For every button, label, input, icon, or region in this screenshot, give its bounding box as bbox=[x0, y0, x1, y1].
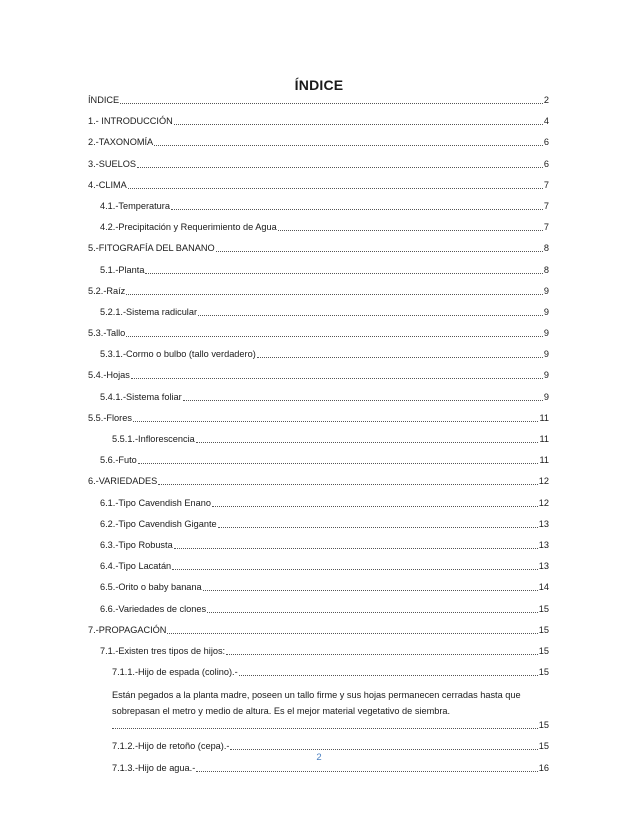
toc-entry-page: 9 bbox=[543, 349, 549, 360]
dot-leader bbox=[218, 527, 538, 528]
dot-leader bbox=[133, 421, 539, 422]
toc-entry-page: 7 bbox=[543, 179, 549, 190]
toc-entry[interactable] bbox=[88, 221, 549, 233]
toc-entry[interactable] bbox=[88, 200, 549, 212]
toc-entry-label: 6.3.-Tipo Robusta bbox=[100, 539, 173, 550]
toc-entry-label: 5.5.-Flores bbox=[88, 412, 132, 423]
dot-leader bbox=[172, 569, 538, 570]
toc-entry-label: 6.5.-Orito o baby banana bbox=[100, 582, 202, 593]
table-of-contents bbox=[88, 94, 549, 783]
dot-leader bbox=[196, 442, 539, 443]
toc-entry[interactable] bbox=[88, 136, 549, 148]
page-number: 2 bbox=[316, 752, 322, 763]
toc-entry-page: 9 bbox=[543, 328, 549, 339]
toc-entry-page: 9 bbox=[543, 285, 549, 296]
toc-entry-page: 13 bbox=[538, 539, 549, 550]
toc-entry-page: 9 bbox=[543, 391, 549, 402]
dot-leader bbox=[138, 463, 539, 464]
toc-entry[interactable] bbox=[88, 264, 549, 276]
toc-entry-label: 5.1.-Planta bbox=[100, 264, 145, 275]
toc-entry[interactable] bbox=[88, 454, 549, 466]
dot-leader bbox=[212, 506, 538, 507]
toc-entry-label: 7.1.-Existen tres tipos de hijos: bbox=[100, 645, 226, 656]
toc-entry-page: 15 bbox=[538, 741, 549, 752]
toc-entry[interactable] bbox=[88, 645, 549, 657]
toc-entry-label: 6.2.-Tipo Cavendish Gigante bbox=[100, 518, 217, 529]
toc-paragraph-page: 15 bbox=[538, 720, 549, 731]
toc-entry-label: 5.3.-Tallo bbox=[88, 328, 126, 339]
toc-entry-page: 15 bbox=[538, 667, 549, 678]
toc-entry[interactable] bbox=[88, 666, 549, 678]
toc-entry[interactable] bbox=[88, 624, 549, 636]
toc-entry-page: 8 bbox=[543, 264, 549, 275]
dot-leader bbox=[167, 633, 537, 634]
toc-entry-label: 5.2.-Raíz bbox=[88, 285, 126, 296]
dot-leader bbox=[112, 728, 538, 729]
dot-leader bbox=[131, 378, 543, 379]
toc-entry-page: 9 bbox=[543, 370, 549, 381]
toc-entry-page: 9 bbox=[543, 306, 549, 317]
toc-entry[interactable] bbox=[88, 475, 549, 487]
toc-paragraph-text: Están pegados a la planta madre, poseen un tallo firme y sus hojas permanecen cerradas hasta que sobrepasan el metro y medio de altura. Es el mejor material vegetativo de siembra. bbox=[112, 690, 521, 717]
toc-entry-label: 7.-PROPAGACIÓN bbox=[88, 624, 167, 635]
toc-entry[interactable] bbox=[88, 115, 549, 127]
toc-entry[interactable] bbox=[88, 433, 549, 445]
toc-entry-label: 5.4.-Hojas bbox=[88, 370, 130, 381]
dot-leader bbox=[207, 612, 538, 613]
toc-entry[interactable] bbox=[88, 518, 549, 530]
dot-leader bbox=[230, 749, 537, 750]
toc-entry[interactable] bbox=[88, 560, 549, 572]
toc-entry-label: 6.-VARIEDADES bbox=[88, 476, 158, 487]
dot-leader bbox=[174, 548, 538, 549]
dot-leader bbox=[174, 124, 543, 125]
toc-entry-label: 5.5.1.-Inflorescencia bbox=[112, 434, 195, 444]
toc-entry-label: 5.3.1.-Cormo o bulbo (tallo verdadero) bbox=[100, 349, 256, 360]
dot-leader bbox=[257, 357, 543, 358]
toc-entry-label: 5.6.-Futo bbox=[100, 455, 137, 466]
toc-entry[interactable] bbox=[88, 581, 549, 593]
toc-entry[interactable] bbox=[88, 369, 549, 381]
toc-entry-label: 7.1.3.-Hijo de agua.- bbox=[112, 762, 196, 773]
dot-leader bbox=[203, 590, 538, 591]
dot-leader bbox=[183, 400, 543, 401]
toc-entry-page: 4 bbox=[543, 116, 549, 127]
toc-entry-page: 7 bbox=[543, 222, 549, 233]
toc-entry-label: ÍNDICE bbox=[88, 95, 120, 105]
dot-leader bbox=[128, 188, 543, 189]
toc-entry-label: 6.6.-Variedades de clones bbox=[100, 603, 207, 614]
toc-entry[interactable] bbox=[88, 740, 549, 752]
dot-leader bbox=[198, 315, 543, 316]
toc-entry-page: 6 bbox=[543, 137, 549, 148]
toc-entry[interactable] bbox=[88, 762, 549, 774]
dot-leader bbox=[278, 230, 543, 231]
toc-entry[interactable] bbox=[88, 348, 549, 360]
toc-entry-label: 6.4.-Tipo Lacatán bbox=[100, 561, 172, 572]
dot-leader bbox=[196, 771, 538, 772]
toc-entry-page: 8 bbox=[543, 243, 549, 254]
toc-entry[interactable] bbox=[88, 306, 549, 318]
dot-leader bbox=[216, 251, 543, 252]
toc-entry-label: 5.2.1.-Sistema radicular bbox=[100, 306, 198, 317]
toc-entry-page: 15 bbox=[538, 645, 549, 656]
dot-leader bbox=[171, 209, 543, 210]
toc-entry-page: 16 bbox=[538, 762, 549, 773]
toc-paragraph-entry[interactable] bbox=[88, 687, 549, 731]
dot-leader bbox=[126, 336, 543, 337]
toc-entry[interactable] bbox=[88, 94, 549, 106]
toc-entry[interactable] bbox=[88, 327, 549, 339]
toc-entry-page: 2 bbox=[543, 95, 549, 105]
toc-entry-label: 3.-SUELOS bbox=[88, 158, 136, 169]
toc-entry-page: 11 bbox=[539, 455, 549, 466]
toc-entry-page: 14 bbox=[538, 582, 549, 593]
toc-entry-page: 13 bbox=[538, 561, 549, 572]
dot-leader bbox=[120, 103, 543, 104]
toc-entry-page: 13 bbox=[538, 518, 549, 529]
toc-entry[interactable] bbox=[88, 179, 549, 191]
toc-entry-page: 11 bbox=[539, 412, 549, 423]
toc-paragraph-leader bbox=[88, 719, 549, 731]
toc-entry-page: 11 bbox=[539, 434, 549, 444]
toc-entry-label: 1.- INTRODUCCIÓN bbox=[88, 116, 173, 127]
page-title: ÍNDICE bbox=[294, 77, 344, 93]
toc-entry-page: 15 bbox=[538, 624, 549, 635]
toc-entry-label: 2.-TAXONOMÍA bbox=[88, 137, 154, 148]
toc-entry[interactable] bbox=[88, 158, 549, 170]
toc-entry-page: 6 bbox=[543, 158, 549, 169]
dot-leader bbox=[239, 675, 538, 676]
toc-entry-page: 12 bbox=[538, 497, 549, 508]
dot-leader bbox=[126, 294, 543, 295]
toc-entry[interactable] bbox=[88, 539, 549, 551]
dot-leader bbox=[154, 145, 543, 146]
toc-entry-label: 5.4.1.-Sistema foliar bbox=[100, 391, 182, 402]
toc-entry-page: 7 bbox=[543, 200, 549, 211]
dot-leader bbox=[137, 167, 543, 168]
dot-leader bbox=[226, 654, 538, 655]
toc-entry-label: 5.-FITOGRAFÍA DEL BANANO bbox=[88, 243, 215, 254]
toc-entry[interactable] bbox=[88, 285, 549, 297]
toc-entry-label: 7.1.2.-Hijo de retoño (cepa).- bbox=[112, 741, 230, 752]
toc-entry-label: 7.1.1.-Hijo de espada (colino).- bbox=[112, 667, 238, 678]
toc-entry-label: 4.2.-Precipitación y Requerimiento de Agua bbox=[100, 222, 277, 233]
toc-entry-label: 4.1.-Temperatura bbox=[100, 200, 170, 211]
toc-entry[interactable] bbox=[88, 242, 549, 254]
toc-entry[interactable] bbox=[88, 603, 549, 615]
dot-leader bbox=[145, 273, 542, 274]
toc-entry[interactable] bbox=[88, 391, 549, 403]
toc-entry-page: 12 bbox=[538, 476, 549, 487]
toc-entries bbox=[88, 94, 549, 678]
toc-entry-label: 4.-CLIMA bbox=[88, 179, 127, 190]
toc-entry-label: 6.1.-Tipo Cavendish Enano bbox=[100, 497, 211, 508]
toc-entry[interactable] bbox=[88, 412, 549, 424]
dot-leader bbox=[158, 484, 538, 485]
toc-entry-page: 15 bbox=[538, 603, 549, 614]
toc-entry[interactable] bbox=[88, 497, 549, 509]
